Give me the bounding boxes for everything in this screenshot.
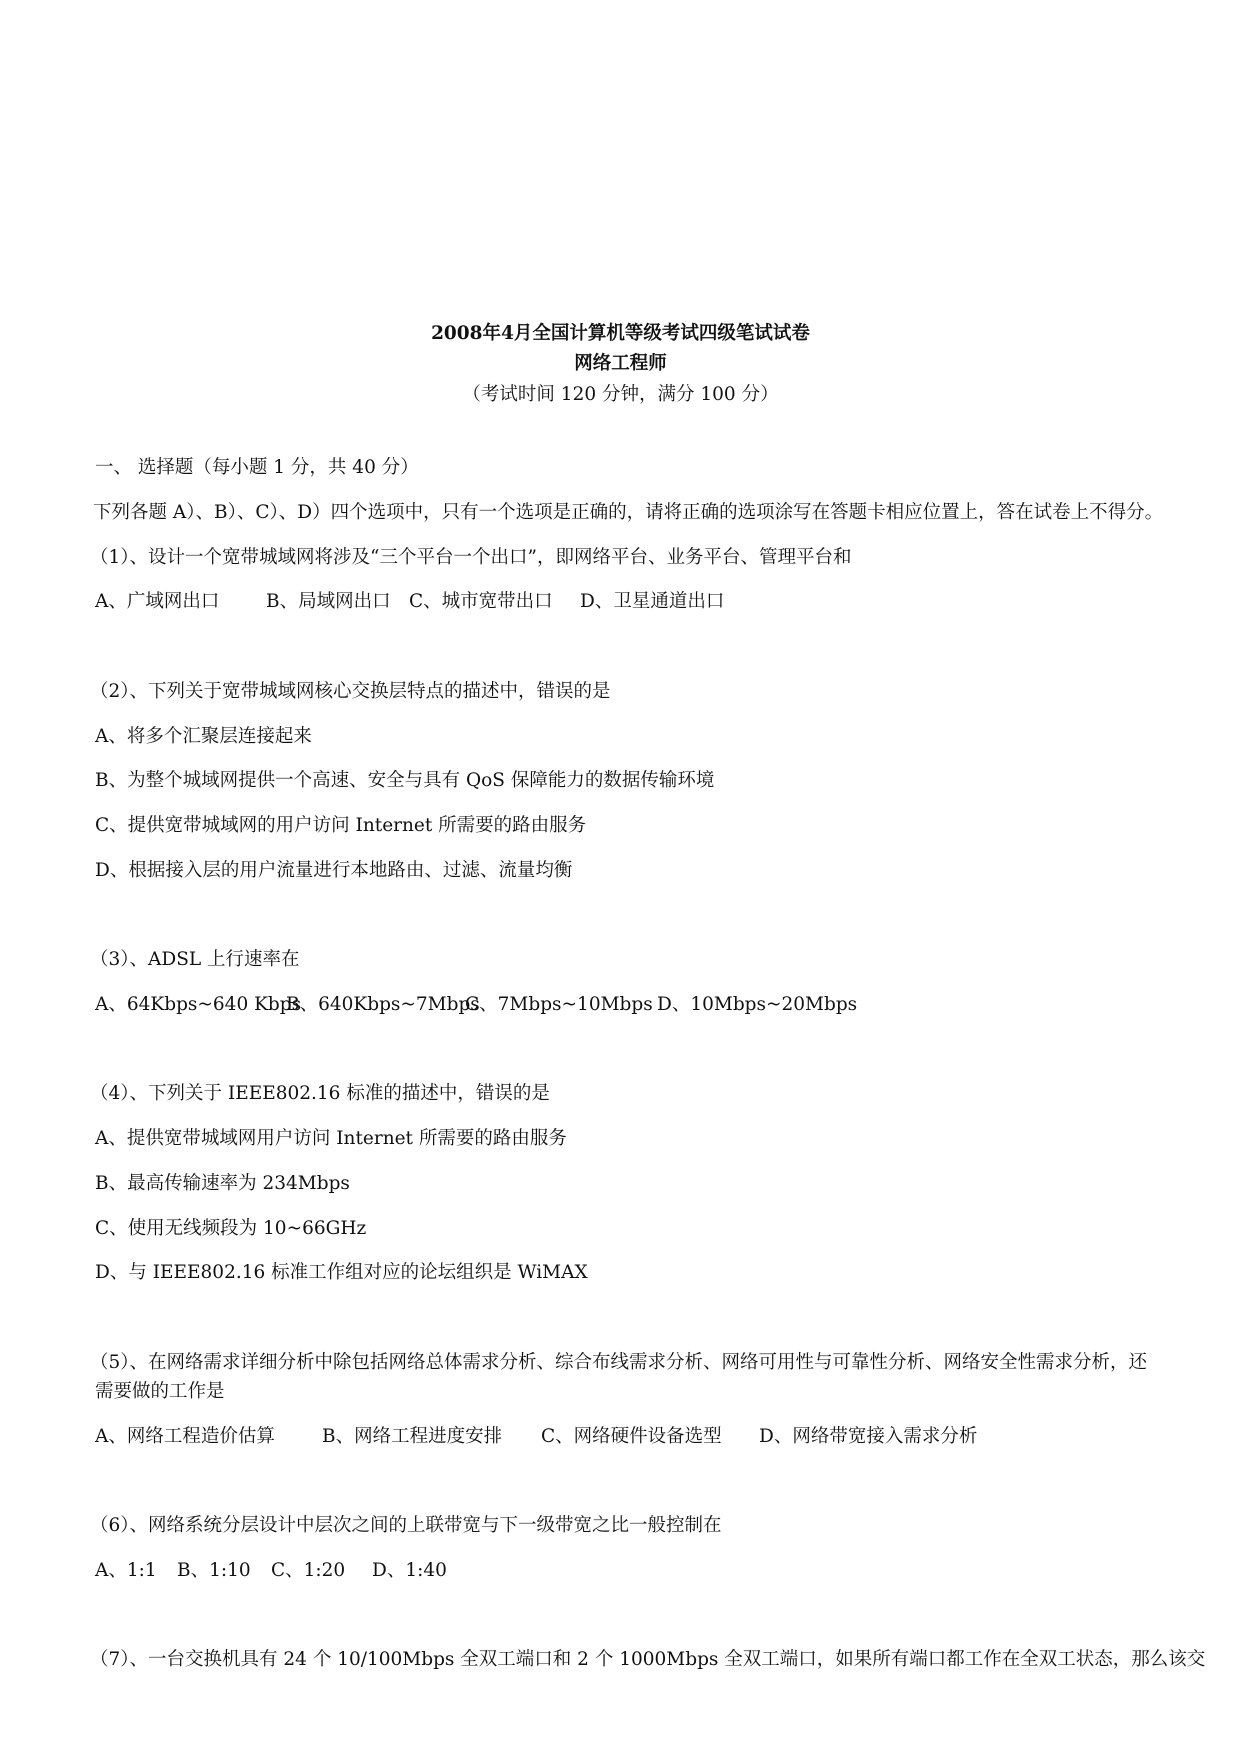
question-stem: （2）、下列关于宽带城域网核心交换层特点的描述中，错误的是 (90, 681, 611, 702)
option-d: D、根据接入层的用户流量进行本地路由、过滤、流量均衡 (95, 860, 573, 881)
option-a: A、1:1 (95, 1560, 157, 1581)
question-options-row (0, 992, 1241, 1018)
question-options-row (0, 589, 1241, 615)
question-stem: （5）、在网络需求详细分析中除包括网络总体需求分析、综合布线需求分析、网络可用性与可靠性分析、网络安全性需求分析，还 (90, 1352, 1148, 1373)
option-a: A、广域网出口 (95, 591, 220, 612)
option-b: B、为整个城域网提供一个高速、安全与具有 QoS 保障能力的数据传输环境 (95, 770, 715, 791)
exam-subtitle: 网络工程师 (574, 353, 667, 374)
question-options-row (0, 1424, 1241, 1450)
section-instructions: 下列各题 A）、B）、C）、D）四个选项中，只有一个选项是正确的，请将正确的选项涂写在答题卡相应位置上，答在试卷上不得分。 (93, 502, 1164, 523)
option-a: A、提供宽带城域网用户访问 Internet 所需要的路由服务 (95, 1128, 567, 1149)
option-a: A、64Kbps~640 Kbps (95, 994, 302, 1015)
option-d: D、与 IEEE802.16 标准工作组对应的论坛组织是 WiMAX (95, 1262, 588, 1283)
option-c: C、网络硬件设备选型 (541, 1426, 722, 1447)
question-stem: （6）、网络系统分层设计中层次之间的上联带宽与下一级带宽之比一般控制在 (90, 1515, 722, 1536)
option-b: B、1:10 (177, 1560, 251, 1581)
option-d: D、卫星通道出口 (580, 591, 725, 612)
option-b: B、640Kbps~7Mbps (286, 994, 480, 1015)
option-c: C、使用无线频段为 10~66GHz (95, 1218, 367, 1239)
section-heading: 一、 选择题（每小题 1 分，共 40 分） (95, 457, 419, 478)
option-b: B、网络工程进度安排 (322, 1426, 503, 1447)
question-stem: （7）、一台交换机具有 24 个 10/100Mbps 全双工端口和 2 个 1000Mbps 全双工端口，如果所有端口都工作在全双工状态，那么该交 (90, 1649, 1206, 1670)
question-stem-continued: 需要做的工作是 (95, 1381, 225, 1402)
option-d: D、1:40 (372, 1560, 447, 1581)
option-c: C、城市宽带出口 (409, 591, 553, 612)
option-b: B、最高传输速率为 234Mbps (95, 1173, 350, 1194)
option-d: D、网络带宽接入需求分析 (759, 1426, 978, 1447)
option-b: B、局域网出口 (266, 591, 391, 612)
option-d: D、10Mbps~20Mbps (657, 994, 858, 1015)
option-c: C、提供宽带城域网的用户访问 Internet 所需要的路由服务 (95, 815, 587, 836)
option-a: A、将多个汇聚层连接起来 (95, 726, 312, 747)
option-c: C、7Mbps~10Mbps (465, 994, 653, 1015)
question-stem: （1）、设计一个宽带城域网将涉及“三个平台一个出口”，即网络平台、业务平台、管理平台和 (90, 547, 852, 568)
question-stem: （4）、下列关于 IEEE802.16 标准的描述中，错误的是 (90, 1083, 550, 1104)
exam-time-note: （考试时间 120 分钟，满分 100 分） (462, 384, 779, 405)
option-a: A、网络工程造价估算 (95, 1426, 275, 1447)
exam-title: 2008年4月全国计算机等级考试四级笔试试卷 (431, 323, 810, 344)
question-stem: （3）、ADSL 上行速率在 (90, 949, 300, 970)
question-options-row (0, 1558, 1241, 1584)
option-c: C、1:20 (271, 1560, 346, 1581)
